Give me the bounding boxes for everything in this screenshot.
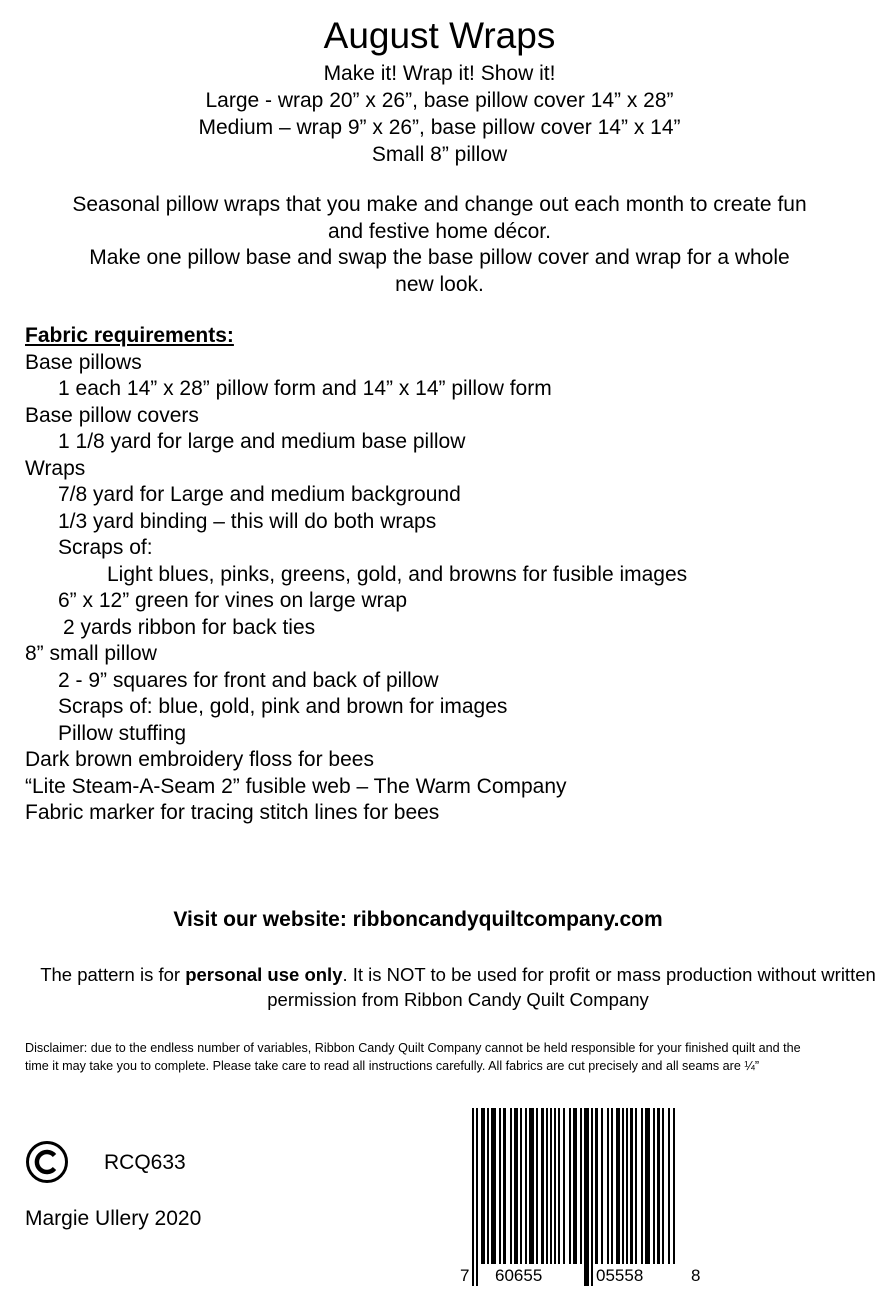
tagline: Make it! Wrap it! Show it! (323, 62, 556, 85)
intro-paragraph-2: Make one pillow base and swap the base pillow cover and wrap for a whole new look. (89, 246, 790, 296)
list-item: 7/8 yard for Large and medium background (58, 483, 461, 506)
list-item: Dark brown embroidery floss for bees (25, 748, 374, 771)
list-item: Scraps of: blue, gold, pink and brown for images (58, 695, 508, 718)
size-small: Small 8” pillow (371, 143, 508, 166)
list-item: 1 1/8 yard for large and medium base pillow (58, 430, 466, 453)
copyright-icon (25, 1140, 69, 1184)
size-medium: Medium – wrap 9” x 26”, base pillow cover 14” x 14” (198, 116, 681, 139)
barcode-digit-last: 8 (691, 1266, 701, 1285)
intro-paragraph-1: Seasonal pillow wraps that you make and change out each month to create fun and festive home décor. (72, 193, 807, 243)
list-item: 2 - 9” squares for front and back of pillow (58, 668, 439, 692)
list-item: Scraps of: (58, 536, 153, 559)
list-item: 1/3 yard binding – this will do both wraps (58, 509, 437, 533)
website-line: Visit our website: ribboncandyquiltcompany.com (173, 908, 663, 931)
disclaimer: Disclaimer: due to the endless number of variables, Ribbon Candy Quilt Company cannot be held responsible for your finished quilt and the time it may take you to complete. Please take care to read all instructions carefully. All fabrics are cut precisely and all seams are ¼” (25, 1041, 801, 1073)
barcode (456, 1108, 716, 1290)
list-item: 1 each 14” x 28” pillow form and 14” x 14” pillow form (58, 377, 552, 400)
barcode-digits-right: 05558 (596, 1266, 644, 1285)
list-item: Light blues, pinks, greens, gold, and browns for fusible images (107, 562, 688, 586)
list-item: Base pillow covers (25, 403, 199, 427)
list-item: 8” small pillow (25, 642, 157, 665)
list-item: Pillow stuffing (58, 721, 187, 745)
list-item: 2 yards ribbon for back ties (63, 615, 316, 639)
barcode-digits-left: 60655 (495, 1266, 543, 1285)
barcode-digit-first: 7 (460, 1266, 470, 1285)
notice-text-before: The pattern is for (40, 964, 186, 985)
list-item: Wraps (25, 456, 86, 480)
product-code: RCQ633 (104, 1151, 186, 1174)
fabric-requirements (25, 323, 865, 827)
size-large: Large - wrap 20” x 26”, base pillow cover 14” x 28” (205, 89, 674, 112)
requirements-heading: Fabric requirements: (25, 324, 234, 347)
usage-notice (0, 962, 879, 1012)
author-credit: Margie Ullery 2020 (25, 1207, 202, 1230)
list-item: “Lite Steam-A-Seam 2” fusible web – The Warm Company (25, 774, 567, 798)
notice-text-after: . It is NOT to be used for profit or mass production without written permission from Ribbon Candy Quilt Company (267, 964, 876, 1010)
intro-text (0, 192, 879, 298)
list-item: Base pillows (25, 350, 142, 374)
list-item: 6” x 12” green for vines on large wrap (58, 589, 408, 612)
page-title: August Wraps (323, 15, 556, 56)
notice-bold: personal use only (185, 964, 343, 985)
subtitle-block (0, 60, 879, 168)
list-item: Fabric marker for tracing stitch lines for bees (25, 801, 440, 824)
